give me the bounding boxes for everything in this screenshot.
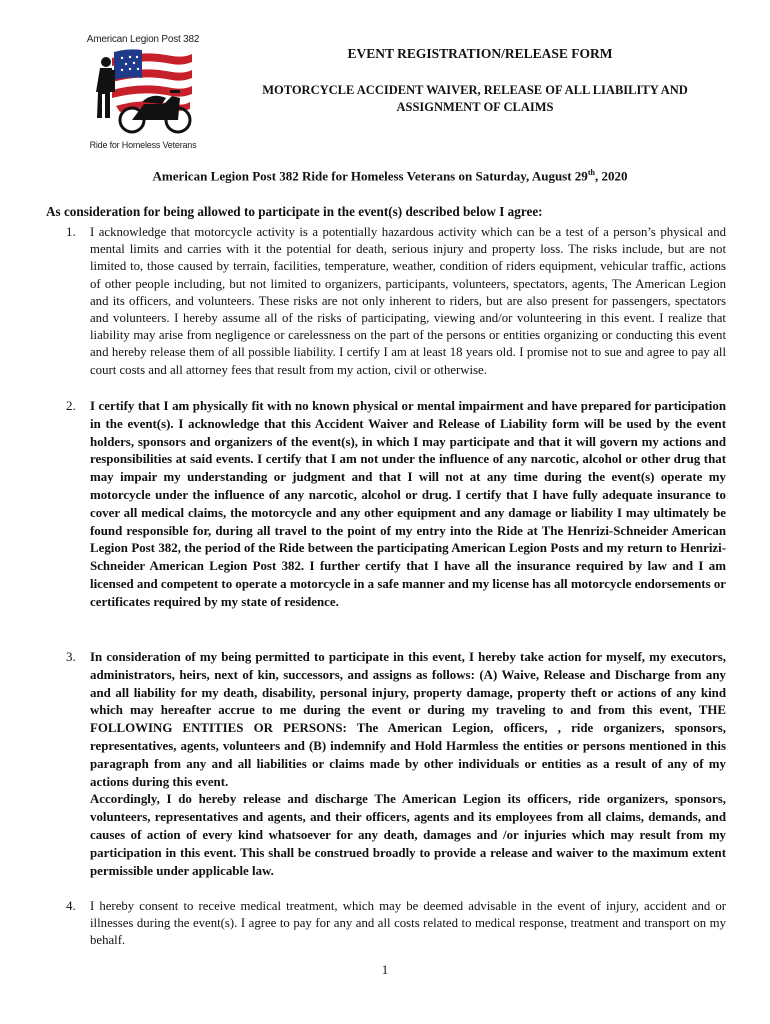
subtitle-line-2: ASSIGNMENT OF CLAIMS bbox=[396, 100, 554, 114]
event-superscript: th bbox=[587, 168, 595, 177]
item-text-continued: Accordingly, I do hereby release and discharge The American Legion its officers, ride organizers, sponsors, volunteers, representatives and agents, and their officers, agents and its employees from all claims, demands, and causes of action of every kind whatsoever for any death, damages and /or injuries which may result from my participation in this event. This shall be construed broadly to provide a release and waiver to the maximum extent permissible under applicable law. bbox=[90, 792, 726, 878]
list-item bbox=[66, 649, 726, 880]
page-number: 1 bbox=[381, 962, 389, 977]
form-subtitle bbox=[240, 82, 710, 116]
item-number: 3. bbox=[66, 649, 76, 664]
event-suffix: , 2020 bbox=[594, 168, 628, 184]
item-text: I acknowledge that motorcycle activity is a potentially hazardous activity which can be a test of a person’s physical and mental limits and carries with it the potential for death, serious injury and property loss. The risks include, but are not limited to, those caused by terrain, facilities, temperature, weather, condition of riders equipment, vehicular traffic, actions of other people including, but not limited to organizers, participants, volunteers, spectators, agents, The American Legion and its officers, and volunteers. These risks are not only inherent to riders, but are also present for passengers, spectators and volunteers. I hereby assume all of the risks of participating, viewing and/or volunteering in this event. I realize that liability may arise from negligence or carelessness on the part of the persons or entities organizing or conducting this event and hereby release them of all possible liability. I certify I am at least 18 years old. I promise not to sue and agree to pay all court costs and all attorney fees that result from my action, civil or otherwise. bbox=[90, 225, 726, 377]
item-number: 4. bbox=[66, 898, 76, 913]
event-heading bbox=[40, 168, 740, 184]
item-number: 1. bbox=[66, 224, 76, 239]
logo-bottom-text: Ride for Homeless Veterans bbox=[89, 140, 197, 150]
item-text: I hereby consent to receive medical treatment, which may be deemed advisable in the event of injury, accident and or illnesses during the event(s). I agree to pay for any and all costs related to medical response, treatment and transport on my behalf. bbox=[90, 899, 726, 948]
list-item bbox=[66, 398, 726, 612]
list-item bbox=[66, 224, 726, 379]
logo bbox=[78, 34, 208, 154]
list-item bbox=[66, 898, 726, 950]
flag-motorcycle-soldier-icon bbox=[92, 48, 196, 140]
consideration-statement: As consideration for being allowed to participate in the event(s) described below I agree: bbox=[46, 204, 543, 219]
event-prefix: American Legion Post 382 Ride for Homeless Veterans on Saturday, August 29 bbox=[152, 168, 588, 184]
form-title: EVENT REGISTRATION/RELEASE FORM bbox=[347, 46, 613, 61]
item-number: 2. bbox=[66, 398, 76, 413]
soldier-icon bbox=[96, 57, 115, 118]
subtitle-line-1: MOTORCYCLE ACCIDENT WAIVER, RELEASE OF ALL LIABILITY AND bbox=[262, 83, 688, 97]
logo-top-text: American Legion Post 382 bbox=[86, 34, 200, 45]
item-text: In consideration of my being permitted to participate in this event, I hereby take action for myself, my executors, administrators, heirs, next of kin, successors, and assigns as follows: (A) Waive, Release and Discharge from any and all liability for my death, disability, personal injury, property damage, property theft or actions of any kind which may hereafter accrue to me during the event or during my traveling to and from this event, THE FOLLOWING ENTITIES OR PERSONS: The American Legion, officers, , ride organizers, sponsors, representatives, agents, volunteers and (B) indemnify and Hold Harmless the entities or persons mentioned in this paragraph from any and all liabilities or claims made by other individuals or entities as a result of any of my actions during this event. bbox=[90, 650, 726, 789]
item-text: I certify that I am physically fit with no known physical or mental impairment and have prepared for participation in the event(s). I acknowledge that this Accident Waiver and Release of Liability form will be used by the event holders, sponsors and organizers of the event(s), in which I may participate and that it will govern my actions and responsibilities at said events. I certify that I am not under the influence of any narcotic, alcohol or other drug that may impair my understanding or judgment and that I will not at any time during the event(s) operate my motorcycle under the influence of any narcotic, alcohol or drug. I certify that I have fully adequate insurance to cover all medical claims, the motorcycle and any other equipment and any damage or liability I may ultimately be found responsible for, during all travel to the point of my entry into the Ride at The Henrizi-Schneider American Legion Post 382, the period of the Ride between the participating American Legion Posts and my return to Henrizi-Schneider American Legion Post 382. I further certify that I have all the insurance required by law and I am licensed and competent to operate a motorcycle in a safe manner and my license has all motorcycle endorsements or certificates required by my state of residence. bbox=[90, 399, 726, 609]
